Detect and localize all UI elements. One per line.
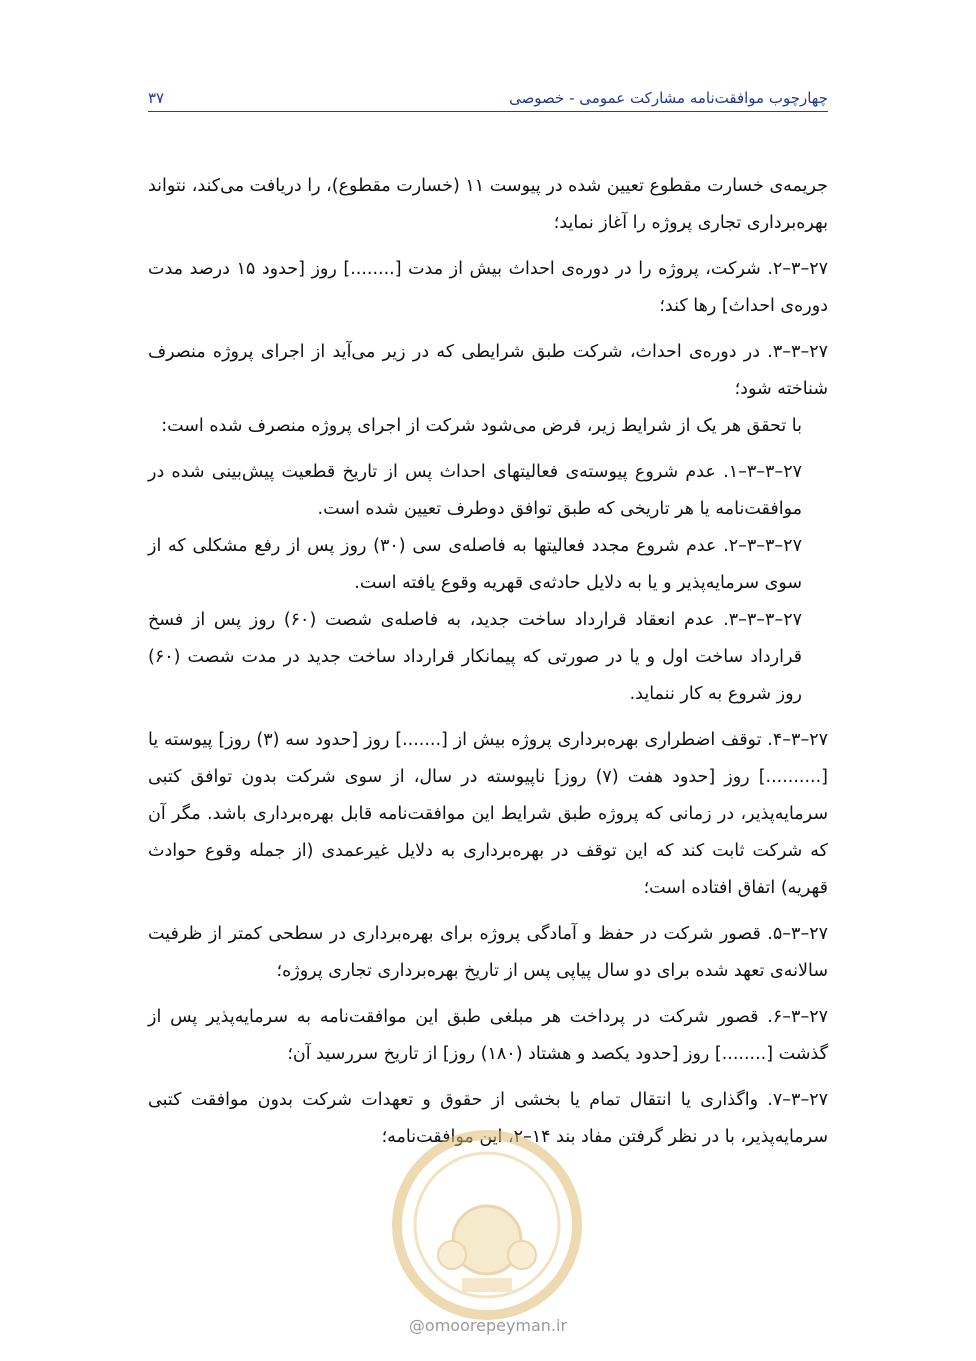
clause-27-3-2: ۲۷–۳–۲. شرکت، پروژه را در دوره‌ی احداث بیش از مدت [........] روز [حدود ۱۵ درصد مدت دوره‌ی احداث] رها کند؛ [148, 259, 829, 316]
clause-27-3-3: ۲۷–۳–۳. در دوره‌ی احداث، شرکت طبق شرایطی که در زیر می‌آید از اجرای پروژه منصرف شناخته شود؛ [148, 342, 828, 399]
clause-27-3-3-lead: با تحقق هر یک از شرایط زیر، فرض می‌شود شرکت از اجرای پروژه منصرف شده است: [161, 416, 802, 436]
header-title: چهارچوب موافقت‌نامه مشارکت عمومی - خصوصی [509, 89, 828, 107]
clause-27-3-6: ۲۷–۳–۶. قصور شرکت در پرداخت هر مبلغی طبق این موافقت‌نامه به سرمایه‌پذیر پس از گذشت [........] روز [حدود یکصد و هشتاد (۱۸۰) روز] از تاریخ سررسید آن؛ [148, 1007, 828, 1064]
page-number: ۳۷ [148, 89, 165, 107]
page-header [148, 84, 828, 112]
clause-27-3-3-2: ۲۷–۳–۳–۲. عدم شروع مجدد فعالیتها به فاصله‌ی سی (۳۰) روز پس از رفع مشکلی که از سوی سرمایه‌پذیر و یا به دلایل حادثه‌ی قهریه وقوع یافته است. [148, 536, 802, 593]
clause-27-3-7: ۲۷–۳–۷. واگذاری یا انتقال تمام یا بخشی از حقوق و تعهدات شرکت بدون موافقت کتبی سرمایه‌پذیر، با در نظر گرفتن مفاد بند ۱۴–۲، این موافقت‌نامه؛ [148, 1090, 828, 1147]
clause-27-3-5: ۲۷–۳–۵. قصور شرکت در حفظ و آمادگی پروژه برای بهره‌برداری در سطحی کمتر از ظرفیت سالانه‌ی تعهد شده برای دو سال پیاپی پس از تاریخ بهره‌برداری تجاری پروژه؛ [148, 924, 828, 981]
watermark-url: @omoorepeyman.ir [408, 1316, 568, 1335]
paragraph-intro: جریمه‌ی خسارت مقطوع تعیین شده در پیوست ۱۱ (خسارت مقطوع)، را دریافت می‌کند، نتواند بهره‌برداری تجاری پروژه را آغاز نماید؛ [148, 176, 828, 233]
clause-27-3-4: ۲۷–۳–۴. توقف اضطراری بهره‌برداری پروژه بیش از [.......] روز [حدود سه (۳) روز] پیوسته یا [..........] روز [حدود هفت (۷) روز] ناپیوسته در سال، از سوی شرکت بدون توافق کتبی سرمایه‌پذیر، در زمانی که پروژه طبق شرایط این موافقت‌نامه قابل بهره‌برداری باشد. مگر آن که شرکت ثابت کند که این توقف در بهره‌برداری به دلایل غیرعمدی (از جمله وقوع حوادث قهریه) اتفاق افتاده است؛ [148, 730, 828, 898]
watermark-logo-icon [392, 1130, 582, 1320]
clause-27-3-3-3: ۲۷–۳–۳–۳. عدم انعقاد قرارداد ساخت جدید، به فاصله‌ی شصت (۶۰) روز پس از فسخ قرارداد ساخت اول و یا در صورتی که پیمانکار قرارداد ساخت جدید در مدت شصت (۶۰) روز شروع به کار ننماید. [148, 610, 803, 704]
document-body [148, 168, 828, 1156]
clause-27-3-3-1: ۲۷–۳–۳–۱. عدم شروع پیوسته‌ی فعالیتهای احداث پس از تاریخ قطعیت پیش‌بینی شده در موافقت‌نامه یا هر تاریخی که طبق توافق دوطرف تعیین شده است. [148, 462, 802, 519]
